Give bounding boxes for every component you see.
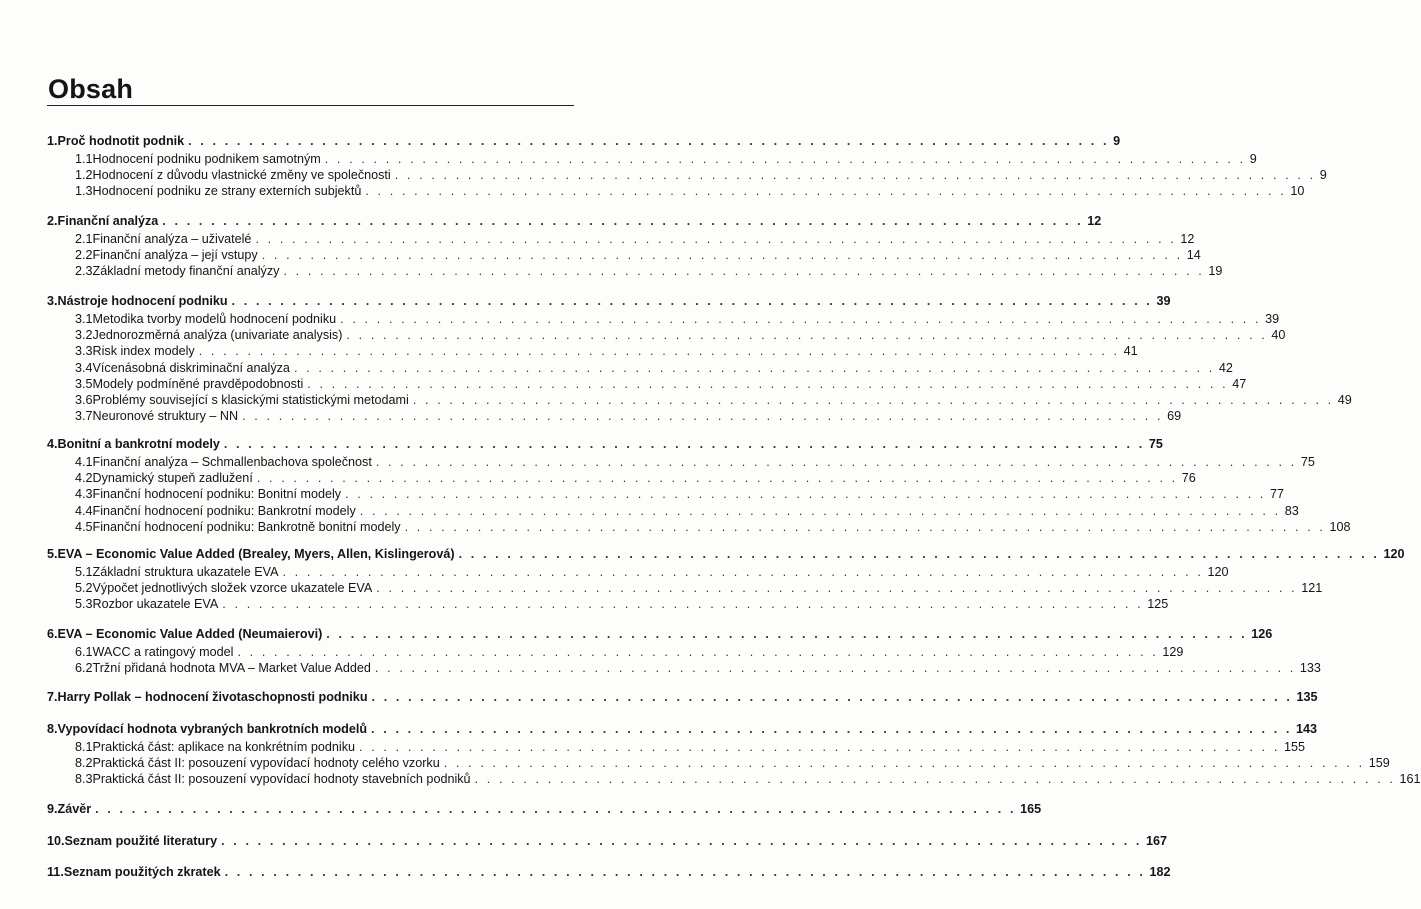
- dot-leader: . . . . . . . . . . . . . . . . . . . . . . . . . . . . . . . . . . . . . . . . . . . . . . . . . . . . . . . . . . . . . . . . . . . . . . . . . . . .: [222, 597, 1144, 612]
- section-entry: [75, 470, 1196, 487]
- section-number: 4.2: [75, 471, 93, 486]
- section-title: Finanční hodnocení podniku: Bankrotně bonitní modely: [92, 519, 401, 534]
- section-number: 4.3: [75, 487, 93, 502]
- chapter-title: EVA – Economic Value Added (Neumaierovi): [57, 627, 323, 641]
- dot-leader: . . . . . . . . . . . . . . . . . . . . . . . . . . . . . . . . . . . . . . . . . . . . . . . . . . . . . . . . . . . . . . . . . . . . . . . . . . . .: [374, 661, 1296, 676]
- chapter-number: 8.: [47, 722, 58, 736]
- chapter-entry: [47, 689, 1318, 706]
- dot-leader: . . . . . . . . . . . . . . . . . . . . . . . . . . . . . . . . . . . . . . . . . . . . . . . . . . . . . . . . . . . . . . . . . . . . . . . . . . . .: [474, 772, 1396, 787]
- section-number: 4.5: [75, 519, 93, 534]
- page-number: 83: [1284, 503, 1299, 518]
- page-number: 47: [1232, 376, 1247, 391]
- page-number: 161: [1399, 772, 1421, 787]
- section-entry: [75, 580, 1323, 597]
- dot-leader: . . . . . . . . . . . . . . . . . . . . . . . . . . . . . . . . . . . . . . . . . . . . . . . . . . . . . . . . . . . . . . . . . . . . . . . . . . . .: [412, 393, 1334, 407]
- chapter-title: Závěr: [57, 802, 92, 816]
- dot-leader: . . . . . . . . . . . . . . . . . . . . . . . . . . . . . . . . . . . . . . . . . . . . . . . . . . . . . . . . . . . . . . . . . . . . . . . . . . . .: [188, 134, 1110, 148]
- page-number: 69: [1167, 409, 1182, 424]
- page-number: 143: [1296, 722, 1318, 736]
- section-title: Hodnocení z důvodu vlastnické změny ve společnosti: [92, 168, 391, 183]
- section-title: Vícenásobná diskriminační analýza: [92, 360, 290, 375]
- dot-leader: . . . . . . . . . . . . . . . . . . . . . . . . . . . . . . . . . . . . . . . . . . . . . . . . . . . . . . . . . . . . . . . . . . . . . . . . . . . .: [404, 519, 1326, 534]
- section-number: 3.4: [75, 360, 93, 375]
- section-title: Risk index modely: [92, 344, 195, 359]
- section-title: Problémy související s klasickými statistickými metodami: [92, 393, 409, 407]
- section-entry: [75, 167, 1327, 184]
- chapter-entry: [47, 833, 1168, 850]
- section-title: Jednorozměrná analýza (univariate analysis): [92, 328, 343, 343]
- dot-leader: . . . . . . . . . . . . . . . . . . . . . . . . . . . . . . . . . . . . . . . . . . . . . . . . . . . . . . . . . . . . . . . . . . . . . . . . . . . .: [256, 471, 1178, 486]
- page-number: 39: [1265, 312, 1280, 326]
- dot-leader: . . . . . . . . . . . . . . . . . . . . . . . . . . . . . . . . . . . . . . . . . . . . . . . . . . . . . . . . . . . . . . . . . . . . . . . . . . . .: [324, 152, 1246, 166]
- section-entry: [75, 755, 1390, 772]
- dot-leader: . . . . . . . . . . . . . . . . . . . . . . . . . . . . . . . . . . . . . . . . . . . . . . . . . . . . . . . . . . . . . . . . . . . . . . . . . . . .: [443, 756, 1365, 771]
- page-number: 126: [1251, 627, 1273, 641]
- section-entry: [75, 454, 1315, 471]
- section-entry: [75, 327, 1286, 344]
- page-number: 10: [1290, 184, 1305, 199]
- chapter-number: 5.: [47, 547, 58, 561]
- chapter-title: Vypovídací hodnota vybraných bankrotních modelů: [57, 722, 368, 736]
- section-title: Praktická část II: posouzení vypovídací hodnoty celého vzorku: [92, 756, 440, 771]
- chapter-title: Bonitní a bankrotní modely: [57, 437, 220, 451]
- section-title: Výpočet jednotlivých složek vzorce ukazatele EVA: [92, 581, 373, 596]
- chapter-entry: [47, 864, 1171, 881]
- chapter-number: 10.: [47, 834, 65, 848]
- section-number: 5.1: [75, 565, 93, 579]
- section-title: Rozbor ukazatele EVA: [92, 597, 219, 612]
- section-entry: [75, 519, 1351, 536]
- dot-leader: . . . . . . . . . . . . . . . . . . . . . . . . . . . . . . . . . . . . . . . . . . . . . . . . . . . . . . . . . . . . . . . . . . . . . . . . . . . .: [282, 565, 1204, 579]
- dot-leader: . . . . . . . . . . . . . . . . . . . . . . . . . . . . . . . . . . . . . . . . . . . . . . . . . . . . . . . . . . . . . . . . . . . . . . . . . . . .: [365, 184, 1287, 199]
- chapter-title: Harry Pollak – hodnocení životaschopnosti podniku: [57, 690, 368, 704]
- section-entry: [75, 247, 1201, 264]
- dot-leader: . . . . . . . . . . . . . . . . . . . . . . . . . . . . . . . . . . . . . . . . . . . . . . . . . . . . . . . . . . . . . . . . . . . . . . . . . . . .: [458, 547, 1380, 561]
- section-title: Modely podmíněné pravděpodobnosti: [92, 376, 304, 391]
- section-title: Základní struktura ukazatele EVA: [92, 565, 279, 579]
- dot-leader: . . . . . . . . . . . . . . . . . . . . . . . . . . . . . . . . . . . . . . . . . . . . . . . . . . . . . . . . . . . . . . . . . . . . . . . . . . . .: [261, 248, 1183, 263]
- section-entry: [75, 564, 1229, 581]
- section-entry: [75, 376, 1247, 393]
- chapter-number: 2.: [47, 214, 58, 228]
- section-number: 5.2: [75, 581, 93, 596]
- section-number: 6.2: [75, 661, 93, 676]
- section-entry: [75, 263, 1223, 280]
- section-title: Tržní přidaná hodnota MVA – Market Value Added: [92, 661, 371, 676]
- page-number: 76: [1181, 471, 1196, 486]
- section-entry: [75, 360, 1233, 377]
- dot-leader: . . . . . . . . . . . . . . . . . . . . . . . . . . . . . . . . . . . . . . . . . . . . . . . . . . . . . . . . . . . . . . . . . . . . . . . . . . . .: [326, 627, 1248, 641]
- page-number: 155: [1283, 740, 1305, 754]
- section-title: Hodnocení podniku podnikem samotným: [92, 152, 321, 166]
- section-entry: [75, 183, 1305, 200]
- dot-leader: . . . . . . . . . . . . . . . . . . . . . . . . . . . . . . . . . . . . . . . . . . . . . . . . . . . . . . . . . . . . . . . . . . . . . . . . . . . .: [345, 487, 1267, 502]
- section-number: 8.1: [75, 740, 93, 754]
- page-number: 120: [1207, 565, 1229, 579]
- page-number: 159: [1368, 756, 1390, 771]
- page-number: 49: [1337, 393, 1352, 407]
- title-rule: [47, 105, 574, 106]
- page-number: 42: [1218, 360, 1233, 375]
- page-number: 19: [1208, 264, 1223, 279]
- chapter-entry: [47, 213, 1102, 230]
- section-number: 2.2: [75, 248, 93, 263]
- dot-leader: . . . . . . . . . . . . . . . . . . . . . . . . . . . . . . . . . . . . . . . . . . . . . . . . . . . . . . . . . . . . . . . . . . . . . . . . . . . .: [95, 802, 1017, 816]
- section-number: 3.1: [75, 312, 93, 326]
- chapter-entry: [47, 721, 1318, 738]
- section-title: WACC a ratingový model: [92, 645, 234, 659]
- dot-leader: . . . . . . . . . . . . . . . . . . . . . . . . . . . . . . . . . . . . . . . . . . . . . . . . . . . . . . . . . . . . . . . . . . . . . . . . . . . .: [162, 214, 1084, 228]
- section-number: 5.3: [75, 597, 93, 612]
- section-number: 4.1: [75, 455, 93, 469]
- section-title: Finanční analýza – její vstupy: [92, 248, 258, 263]
- chapter-number: 4.: [47, 437, 58, 451]
- page-number: 125: [1147, 597, 1169, 612]
- section-number: 1.1: [75, 152, 93, 166]
- section-entry: [75, 771, 1421, 788]
- chapter-number: 7.: [47, 690, 58, 704]
- section-entry: [75, 503, 1299, 520]
- section-entry: [75, 392, 1352, 409]
- section-entry: [75, 311, 1280, 328]
- chapter-number: 9.: [47, 802, 58, 816]
- chapter-entry: [47, 293, 1171, 310]
- page-number: 14: [1186, 248, 1201, 263]
- chapter-title: EVA – Economic Value Added (Brealey, Myers, Allen, Kislingerová): [57, 547, 455, 561]
- section-title: Metodika tvorby modelů hodnocení podniku: [92, 312, 337, 326]
- section-title: Hodnocení podniku ze strany externích subjektů: [92, 184, 362, 199]
- page-number: 165: [1020, 802, 1042, 816]
- chapter-entry: [47, 436, 1163, 453]
- page-number: 135: [1296, 690, 1318, 704]
- section-entry: [75, 486, 1285, 503]
- section-number: 8.2: [75, 756, 93, 771]
- dot-leader: . . . . . . . . . . . . . . . . . . . . . . . . . . . . . . . . . . . . . . . . . . . . . . . . . . . . . . . . . . . . . . . . . . . . . . . . . . . .: [346, 328, 1268, 343]
- dot-leader: . . . . . . . . . . . . . . . . . . . . . . . . . . . . . . . . . . . . . . . . . . . . . . . . . . . . . . . . . . . . . . . . . . . . . . . . . . . .: [359, 740, 1280, 754]
- dot-leader: . . . . . . . . . . . . . . . . . . . . . . . . . . . . . . . . . . . . . . . . . . . . . . . . . . . . . . . . . . . . . . . . . . . . . . . . . . . .: [293, 360, 1215, 375]
- section-number: 3.7: [75, 409, 93, 424]
- section-entry: [75, 343, 1138, 360]
- dot-leader: . . . . . . . . . . . . . . . . . . . . . . . . . . . . . . . . . . . . . . . . . . . . . . . . . . . . . . . . . . . . . . . . . . . . . . . . . . . .: [221, 834, 1143, 848]
- chapter-title: Seznam použitých zkratek: [63, 865, 221, 879]
- section-number: 2.3: [75, 264, 93, 279]
- chapter-title: Finanční analýza: [57, 214, 159, 228]
- page-number: 75: [1148, 437, 1163, 451]
- page-number: 39: [1156, 294, 1171, 308]
- section-title: Neuronové struktury – NN: [92, 409, 239, 424]
- page-number: 133: [1299, 661, 1321, 676]
- page-number: 9: [1249, 152, 1257, 166]
- section-number: 3.6: [75, 393, 93, 407]
- page-number: 40: [1271, 328, 1286, 343]
- page-number: 12: [1180, 232, 1195, 246]
- section-number: 3.5: [75, 376, 93, 391]
- section-number: 2.1: [75, 232, 93, 246]
- section-number: 4.4: [75, 503, 93, 518]
- section-number: 8.3: [75, 772, 93, 787]
- section-title: Finanční analýza – Schmallenbachova společnost: [92, 455, 372, 469]
- dot-leader: . . . . . . . . . . . . . . . . . . . . . . . . . . . . . . . . . . . . . . . . . . . . . . . . . . . . . . . . . . . . . . . . . . . . . . . . . . . .: [376, 581, 1298, 596]
- page-number: 182: [1149, 865, 1171, 879]
- chapter-title: Nástroje hodnocení podniku: [57, 294, 228, 308]
- dot-leader: . . . . . . . . . . . . . . . . . . . . . . . . . . . . . . . . . . . . . . . . . . . . . . . . . . . . . . . . . . . . . . . . . . . . . . . . . . . .: [340, 312, 1262, 326]
- chapter-number: 11.: [47, 865, 64, 879]
- section-entry: [75, 660, 1321, 677]
- dot-leader: . . . . . . . . . . . . . . . . . . . . . . . . . . . . . . . . . . . . . . . . . . . . . . . . . . . . . . . . . . . . . . . . . . . . . . . . . . . .: [283, 264, 1205, 279]
- dot-leader: . . . . . . . . . . . . . . . . . . . . . . . . . . . . . . . . . . . . . . . . . . . . . . . . . . . . . . . . . . . . . . . . . . . . . . . . . . . .: [237, 645, 1159, 659]
- section-entry: [75, 739, 1305, 756]
- section-title: Dynamický stupeň zadlužení: [92, 471, 253, 486]
- page-number: 120: [1383, 547, 1405, 561]
- chapter-title: Seznam použité literatury: [64, 834, 218, 848]
- dot-leader: . . . . . . . . . . . . . . . . . . . . . . . . . . . . . . . . . . . . . . . . . . . . . . . . . . . . . . . . . . . . . . . . . . . . . . . . . . . .: [231, 294, 1153, 308]
- chapter-entry: [47, 626, 1273, 643]
- section-entry: [75, 596, 1169, 613]
- dot-leader: . . . . . . . . . . . . . . . . . . . . . . . . . . . . . . . . . . . . . . . . . . . . . . . . . . . . . . . . . . . . . . . . . . . . . . . . . . . .: [255, 232, 1177, 246]
- page-number: 121: [1301, 581, 1323, 596]
- section-number: 3.2: [75, 328, 93, 343]
- dot-leader: . . . . . . . . . . . . . . . . . . . . . . . . . . . . . . . . . . . . . . . . . . . . . . . . . . . . . . . . . . . . . . . . . . . . . . . . . . . .: [224, 865, 1146, 879]
- chapter-entry: [47, 801, 1042, 818]
- dot-leader: . . . . . . . . . . . . . . . . . . . . . . . . . . . . . . . . . . . . . . . . . . . . . . . . . . . . . . . . . . . . . . . . . . . . . . . . . . . .: [375, 455, 1297, 469]
- page-number: 9: [1319, 168, 1327, 183]
- section-title: Základní metody finanční analýzy: [92, 264, 280, 279]
- section-title: Finanční hodnocení podniku: Bankrotní modely: [92, 503, 356, 518]
- page-number: 129: [1162, 645, 1184, 659]
- page-number: 41: [1123, 344, 1138, 359]
- page-number: 77: [1270, 487, 1285, 502]
- chapter-title: Proč hodnotit podnik: [57, 134, 185, 148]
- page-number: 167: [1146, 834, 1168, 848]
- dot-leader: . . . . . . . . . . . . . . . . . . . . . . . . . . . . . . . . . . . . . . . . . . . . . . . . . . . . . . . . . . . . . . . . . . . . . . . . . . . .: [198, 344, 1120, 359]
- page-number: 75: [1300, 455, 1315, 469]
- section-entry: [75, 231, 1195, 248]
- dot-leader: . . . . . . . . . . . . . . . . . . . . . . . . . . . . . . . . . . . . . . . . . . . . . . . . . . . . . . . . . . . . . . . . . . . . . . . . . . . .: [242, 409, 1164, 424]
- section-title: Praktická část II: posouzení vypovídací hodnoty stavebních podniků: [92, 772, 471, 787]
- page-number: 12: [1087, 214, 1102, 228]
- section-number: 1.2: [75, 168, 93, 183]
- chapter-entry: [47, 546, 1405, 563]
- dot-leader: . . . . . . . . . . . . . . . . . . . . . . . . . . . . . . . . . . . . . . . . . . . . . . . . . . . . . . . . . . . . . . . . . . . . . . . . . . . .: [371, 722, 1292, 736]
- section-entry: [75, 151, 1257, 168]
- dot-leader: . . . . . . . . . . . . . . . . . . . . . . . . . . . . . . . . . . . . . . . . . . . . . . . . . . . . . . . . . . . . . . . . . . . . . . . . . . . .: [394, 168, 1316, 183]
- section-entry: [75, 644, 1184, 661]
- chapter-number: 6.: [47, 627, 58, 641]
- dot-leader: . . . . . . . . . . . . . . . . . . . . . . . . . . . . . . . . . . . . . . . . . . . . . . . . . . . . . . . . . . . . . . . . . . . . . . . . . . . .: [359, 503, 1281, 518]
- section-number: 6.1: [75, 645, 93, 659]
- dot-leader: . . . . . . . . . . . . . . . . . . . . . . . . . . . . . . . . . . . . . . . . . . . . . . . . . . . . . . . . . . . . . . . . . . . . . . . . . . . .: [223, 437, 1145, 451]
- section-title: Praktická část: aplikace na konkrétním podniku: [92, 740, 356, 754]
- dot-leader: . . . . . . . . . . . . . . . . . . . . . . . . . . . . . . . . . . . . . . . . . . . . . . . . . . . . . . . . . . . . . . . . . . . . . . . . . . . .: [371, 690, 1293, 704]
- page-number: 9: [1113, 134, 1121, 148]
- chapter-entry: [47, 133, 1121, 150]
- dot-leader: . . . . . . . . . . . . . . . . . . . . . . . . . . . . . . . . . . . . . . . . . . . . . . . . . . . . . . . . . . . . . . . . . . . . . . . . . . . .: [307, 376, 1229, 391]
- section-number: 3.3: [75, 344, 93, 359]
- section-entry: [75, 408, 1182, 425]
- chapter-number: 3.: [47, 294, 58, 308]
- page-title: Obsah: [48, 74, 134, 104]
- section-number: 1.3: [75, 184, 93, 199]
- page-number: 108: [1329, 519, 1351, 534]
- section-title: Finanční hodnocení podniku: Bonitní modely: [92, 487, 342, 502]
- section-title: Finanční analýza – uživatelé: [92, 232, 252, 246]
- chapter-number: 1.: [47, 134, 58, 148]
